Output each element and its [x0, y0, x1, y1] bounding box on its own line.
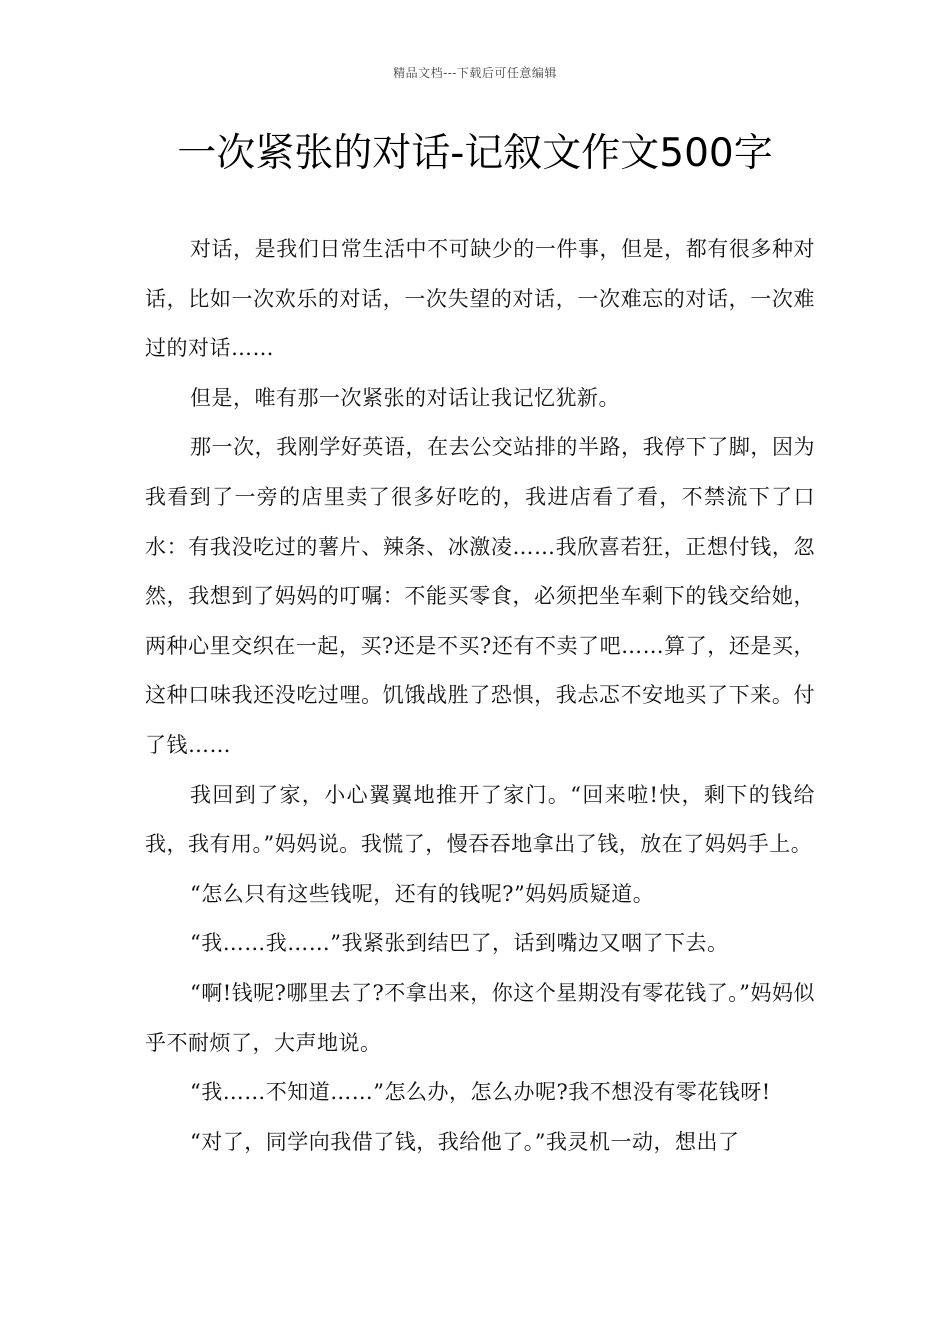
paragraph: 但是，唯有那一次紧张的对话让我记忆犹新。 [190, 385, 620, 410]
paragraph: “对了，同学向我借了钱，我给他了。”我灵机一动，想出了 [190, 1129, 740, 1154]
paragraph: “我……我……”我紧张到结巴了，话到嘴边又咽了下去。 [190, 931, 729, 956]
paragraph: 我回到了家，小心翼翼地推开了家门。“回来啦!快，剩下的钱给我，我有用。”妈妈说。我慌了，慢吞吞地拿出了钱，放在了妈妈手上。 [145, 782, 815, 857]
paragraph: 那一次，我刚学好英语，在去公交站排的半路，我停下了脚，因为我看到了一旁的店里卖了很多好吃的，我进店看了看，不禁流下了口水：有我没吃过的薯片、辣条、冰激凌……我欣喜若狂，正想付钱，忽然，我想到了妈妈的叮嘱：不能买零食，必须把坐车剩下的钱交给她，两种心里交织在一起，买?还是不买?还有不卖了吧……算了，还是买，这种口味我还没吃过哩。饥饿战胜了恐惧，我忐忑不安地买了下来。付了钱…… [145, 435, 815, 757]
header-note: 精品文档---下载后可任意编辑 [393, 66, 557, 80]
paragraph: “啊!钱呢?哪里去了?不拿出来，你这个星期没有零花钱了。”妈妈似乎不耐烦了，大声地说。 [145, 980, 815, 1055]
article-body [145, 225, 815, 1167]
paragraph: 对话，是我们日常生活中不可缺少的一件事，但是，都有很多种对话，比如一次欢乐的对话，一次失望的对话，一次难忘的对话，一次难过的对话…… [145, 237, 815, 361]
paragraph: “怎么只有这些钱呢，还有的钱呢?”妈妈质疑道。 [190, 881, 655, 906]
paragraph: “我……不知道……”怎么办，怎么办呢?我不想没有零花钱呀! [190, 1080, 771, 1105]
page-title: 一次紧张的对话-记叙文作文500字 [177, 131, 773, 176]
